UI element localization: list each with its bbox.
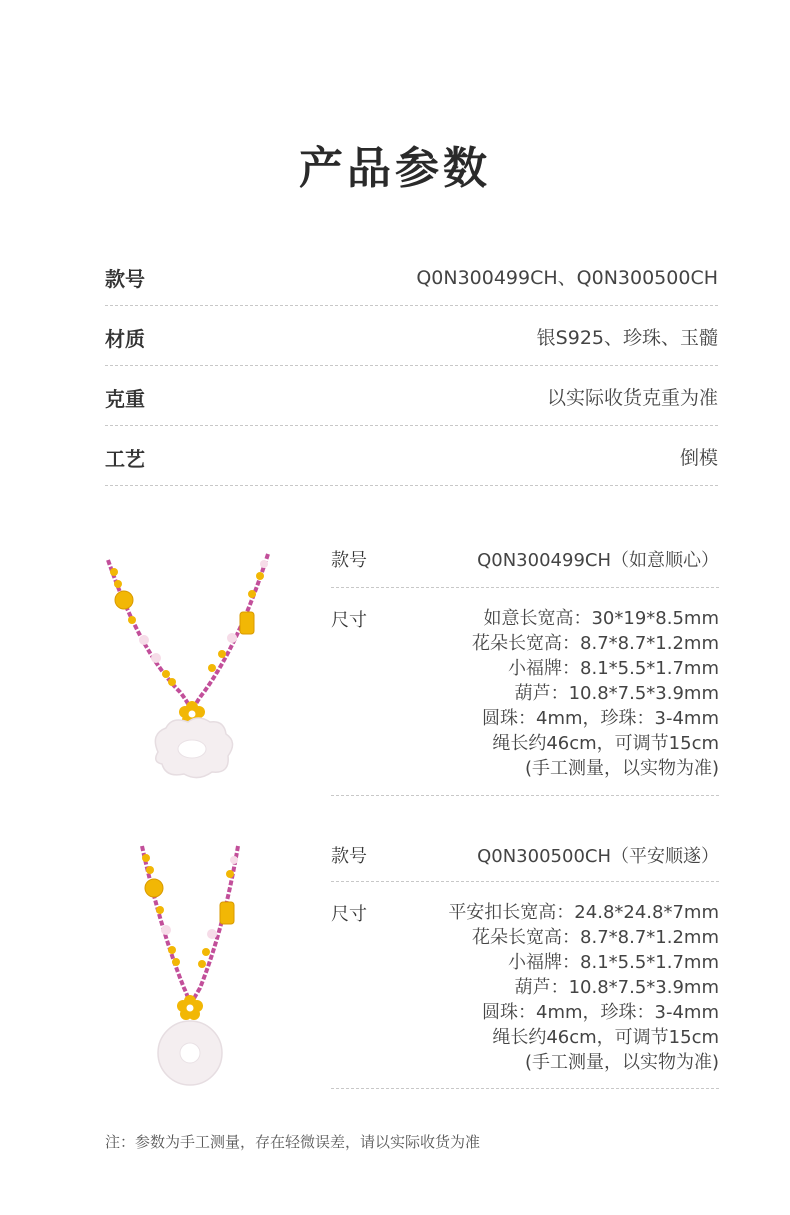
size-label: 尺寸 (331, 610, 367, 631)
size-line: 花朵长宽高：8.7*8.7*1.2mm (472, 927, 719, 948)
spec-value: 以实际收货克重为准 (546, 387, 718, 409)
size-line: 葫芦：10.8*7.5*3.9mm (514, 683, 719, 704)
product-table (331, 830, 719, 1089)
spec-row-material (105, 306, 718, 366)
size-line: 平安扣长宽高：24.8*24.8*7mm (448, 902, 719, 923)
peace-buckle-necklace-image (100, 838, 280, 1100)
product-table (331, 530, 719, 796)
code-label: 款号 (331, 550, 367, 571)
spec-label: 工艺 (105, 447, 145, 471)
size-line: (手工测量，以实物为准) (524, 758, 719, 779)
product-size-row (331, 588, 719, 796)
spec-row-craft (105, 426, 718, 486)
page-title: 产品参数 (299, 143, 491, 194)
size-label: 尺寸 (331, 904, 367, 925)
size-line: 小福牌：8.1*5.5*1.7mm (508, 952, 719, 973)
code-label: 款号 (331, 846, 367, 867)
size-line: 如意长宽高：30*19*8.5mm (483, 608, 719, 629)
footnote: 注：参数为手工测量，存在轻微误差，请以实际收货为准 (105, 1133, 481, 1151)
spec-value: Q0N300499CH、Q0N300500CH (416, 267, 718, 289)
spec-label: 克重 (105, 387, 145, 411)
size-line: 绳长约46cm，可调节15cm (492, 1027, 719, 1048)
size-line: 圆珠：4mm，珍珠：3-4mm (482, 708, 719, 729)
product-code-row (331, 530, 719, 588)
ruyi-necklace-image (100, 542, 280, 804)
size-line: 葫芦：10.8*7.5*3.9mm (514, 977, 719, 998)
size-lines (448, 900, 719, 1075)
product-code-row (331, 830, 719, 882)
spec-label: 材质 (105, 327, 145, 351)
spec-value: 倒模 (679, 447, 718, 469)
product-size-row (331, 882, 719, 1089)
size-line: 圆珠：4mm，珍珠：3-4mm (482, 1002, 719, 1023)
size-line: 花朵长宽高：8.7*8.7*1.2mm (472, 633, 719, 654)
size-line: 绳长约46cm，可调节15cm (492, 733, 719, 754)
spec-row-model (105, 246, 718, 306)
spec-label: 款号 (105, 267, 145, 291)
code-value: Q0N300499CH（如意顺心） (477, 550, 719, 571)
size-lines (472, 606, 719, 781)
size-line: (手工测量，以实物为准) (524, 1052, 719, 1073)
spec-row-weight (105, 366, 718, 426)
code-value: Q0N300500CH（平安顺遂） (477, 846, 719, 867)
spec-table (105, 246, 718, 486)
spec-value: 银S925、珍珠、玉髓 (536, 327, 718, 349)
size-line: 小福牌：8.1*5.5*1.7mm (508, 658, 719, 679)
